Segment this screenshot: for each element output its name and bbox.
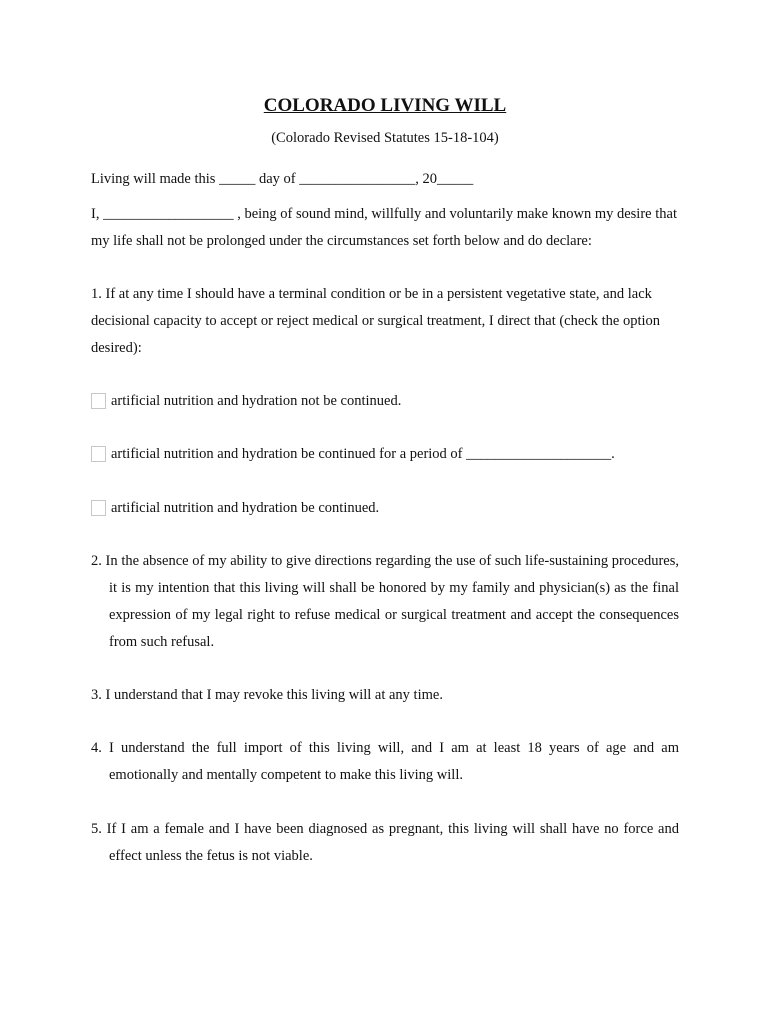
item-3-paragraph: 3. I understand that I may revoke this living will at any time. <box>91 687 443 703</box>
made-date-line: Living will made this _____ day of ________________, 20_____ <box>91 171 474 187</box>
option-checkbox-not-continued[interactable] <box>91 393 106 409</box>
document-title: COLORADO LIVING WILL <box>263 95 507 116</box>
option-label-continued-period: artificial nutrition and hydration be continued for a period of ____________________. <box>111 446 615 462</box>
option-row-continued <box>91 498 379 518</box>
item-5-paragraph: 5. If I am a female and I have been diagnosed as pregnant, this living will shall have no force and effect unless the fetus is not viable. <box>91 821 679 864</box>
item-2-paragraph: 2. In the absence of my ability to give directions regarding the use of such life-sustaining procedures, it is my intention that this living will shall be honored by my family and physician(s) as the final expression of my legal right to refuse medical or surgical treatment and accept the consequences from such refusal. <box>91 553 679 650</box>
item-1-paragraph: 1. If at any time I should have a terminal condition or be in a persistent vegetative state, and lack decisional capacity to accept or reject medical or surgical treatment, I direct that (check the option desired): <box>91 286 661 356</box>
declaration-paragraph: I, __________________ , being of sound mind, willfully and voluntarily make known my desire that my life shall not be prolonged under the circumstances set forth below and do declare: <box>91 206 677 249</box>
option-checkbox-continued[interactable] <box>91 500 106 516</box>
option-label-not-continued: artificial nutrition and hydration not be continued. <box>111 393 402 409</box>
item-4-paragraph: 4. I understand the full import of this living will, and I am at least 18 years of age and am emotionally and mentally competent to make this living will. <box>91 740 679 783</box>
document-subtitle: (Colorado Revised Statutes 15-18-104) <box>271 130 499 146</box>
option-row-continued-period <box>91 444 615 464</box>
option-checkbox-continued-period[interactable] <box>91 446 106 462</box>
option-row-not-continued <box>91 391 401 411</box>
option-label-continued: artificial nutrition and hydration be continued. <box>111 500 380 516</box>
